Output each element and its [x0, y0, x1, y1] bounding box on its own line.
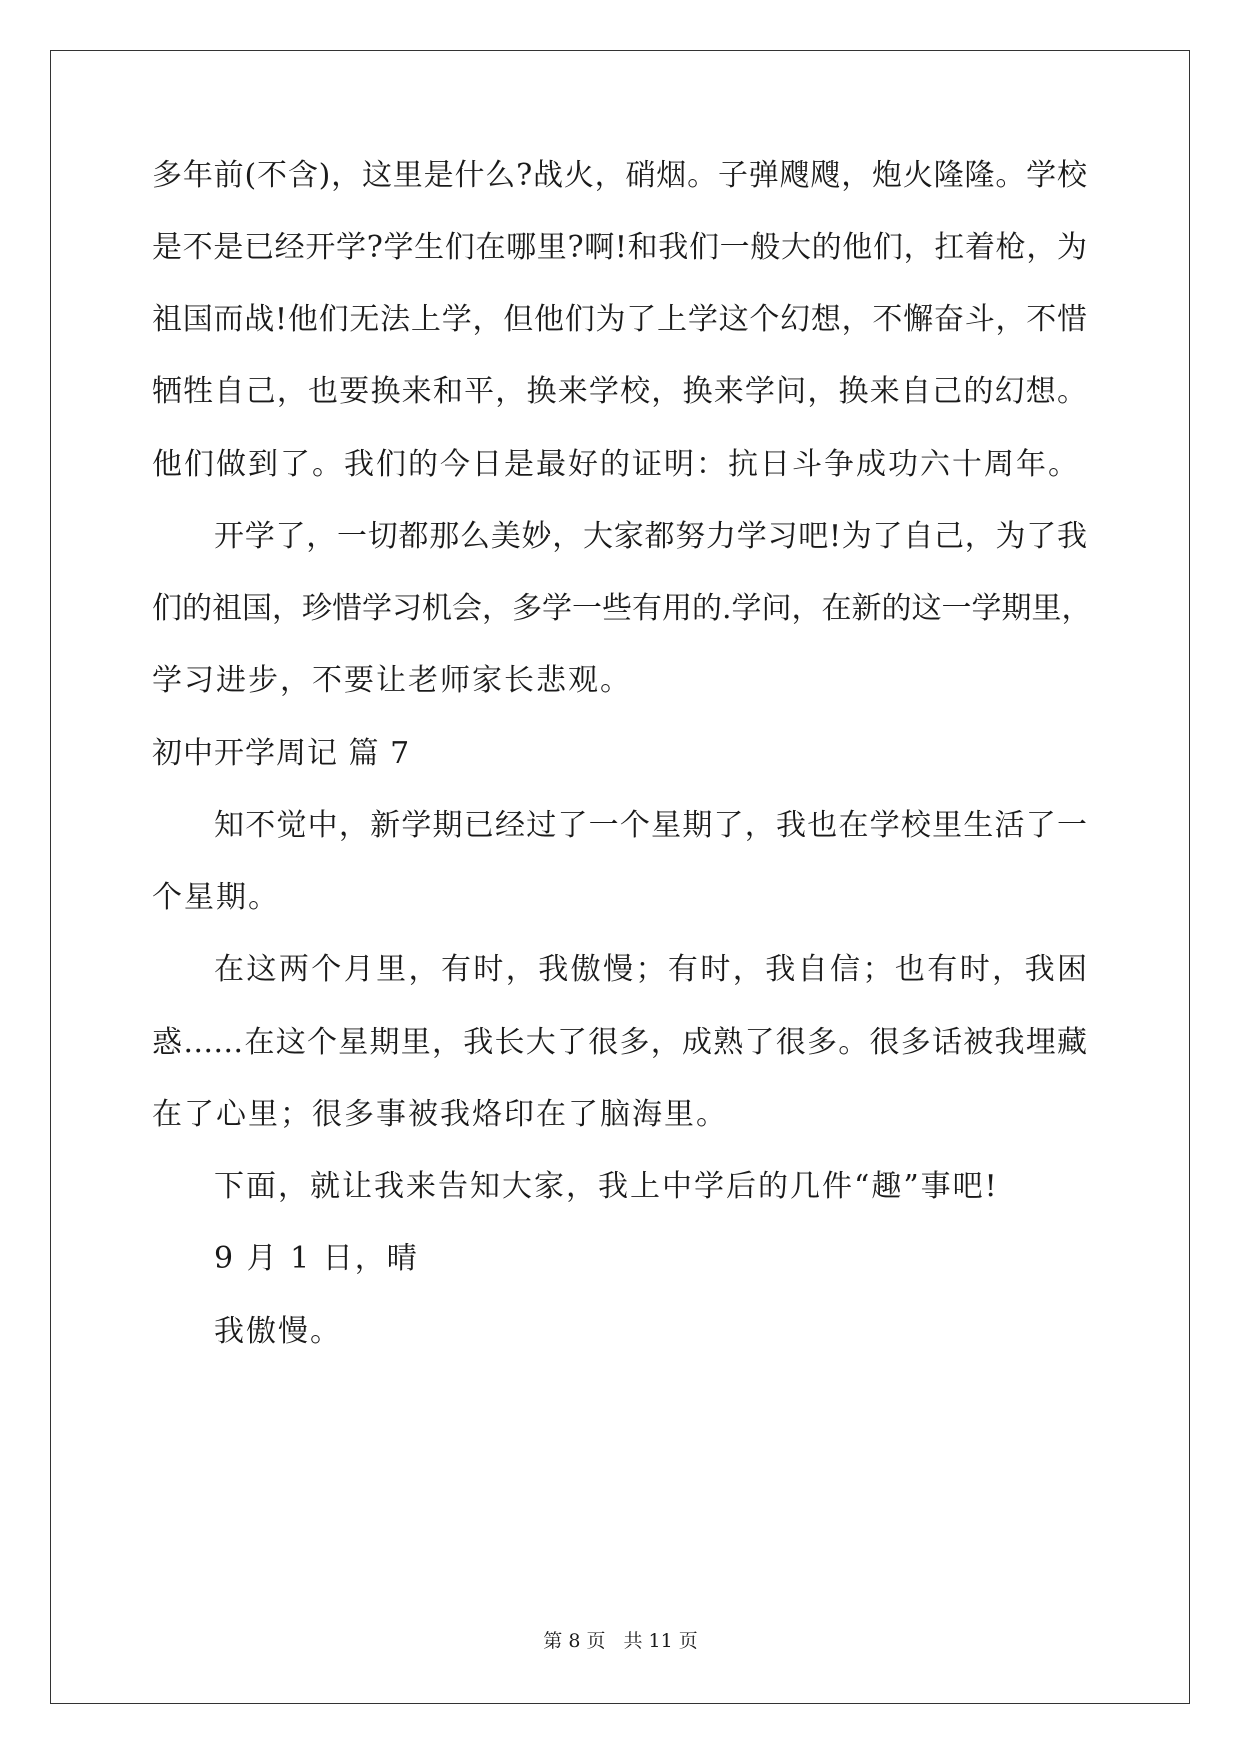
paragraph-line: 他们做到了。我们的今日是最好的证明：抗日斗争成功六十周年。	[152, 447, 1080, 482]
paragraph-line: 多年前(不含)，这里是什么?战火，硝烟。子弹飕飕，炮火隆隆。学校	[152, 158, 1087, 193]
paragraph-line: 是不是已经开学?学生们在哪里?啊!和我们一般大的他们，扛着枪，为	[152, 230, 1087, 265]
paragraph-line: 个星期。	[152, 880, 280, 915]
paragraph-line: 下面，就让我来告知大家，我上中学后的几件“趣”事吧!	[214, 1169, 999, 1204]
paragraph-line: 在了心里；很多事被我烙印在了脑海里。	[152, 1097, 728, 1132]
paragraph-line: 知不觉中，新学期已经过了一个星期了，我也在学校里生活了一	[214, 808, 1087, 843]
page-frame	[50, 50, 1190, 1704]
paragraph-line: 祖国而战!他们无法上学，但他们为了上学这个幻想，不懈奋斗，不惜	[152, 302, 1087, 337]
section-heading: 初中开学周记 篇 7	[152, 736, 411, 771]
page-total: 共 11 页	[623, 1630, 698, 1652]
page-footer	[0, 1629, 1241, 1653]
paragraph-line: 牺牲自己，也要换来和平，换来学校，换来学问，换来自己的幻想。	[152, 374, 1087, 409]
paragraph-line: 我傲慢。	[214, 1314, 342, 1349]
page-number: 第 8 页	[543, 1630, 606, 1652]
paragraph-line: 们的祖国，珍惜学习机会，多学一些有用的.学问，在新的这一学期里，	[152, 591, 1092, 626]
paragraph-line: 在这两个月里，有时，我傲慢；有时，我自信；也有时，我困	[214, 952, 1087, 987]
paragraph-line: 开学了，一切都那么美妙，大家都努力学习吧!为了自己，为了我	[214, 519, 1087, 554]
paragraph-line: 学习进步，不要让老师家长悲观。	[152, 663, 632, 698]
paragraph-line: 惑……在这个星期里，我长大了很多，成熟了很多。很多话被我埋藏	[152, 1025, 1087, 1060]
date-line: 9 月 1 日，晴	[214, 1241, 419, 1276]
